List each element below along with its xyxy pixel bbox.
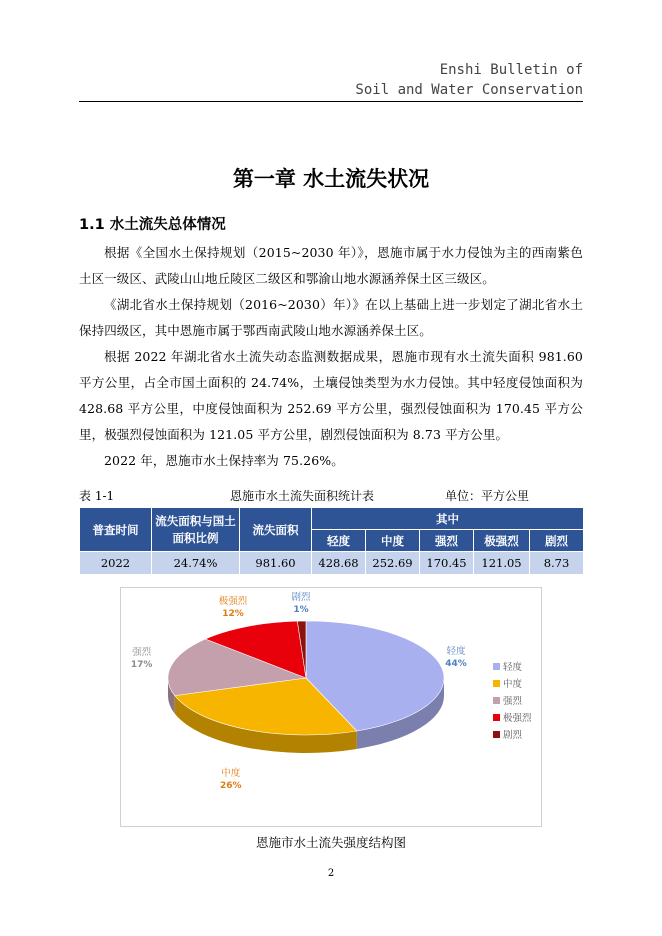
body-text xyxy=(79,240,583,474)
header-line-1: Enshi Bulletin of xyxy=(439,62,583,78)
legend-swatch-0 xyxy=(493,663,500,670)
running-header xyxy=(355,60,583,100)
legend-swatch-4 xyxy=(493,731,500,738)
table-row xyxy=(80,552,584,575)
cell-intense: 170.45 xyxy=(420,552,474,575)
pie-label-1: 中度 xyxy=(221,768,241,780)
pie-percent-1: 26% xyxy=(220,781,242,792)
figure-caption: 恩施市水土流失强度结构图 xyxy=(255,835,406,850)
legend-label-1: 中度 xyxy=(503,679,523,690)
header-very-intense: 极强烈 xyxy=(474,530,530,552)
table-caption xyxy=(79,487,583,505)
paragraph-3: 根据 2022 年湖北省水土流失动态监测数据成果，恩施市现有水土流失面积 981.60 平方公里，占全市国土面积的 24.74%，土壤侵蚀类型为水力侵蚀。其中轻度侵蚀面积为 428.68 平方公里，中度侵蚀面积为 252.69 平方公里，强烈侵蚀面积为 170.45 平方公里，极强烈侵蚀面积为 121.05 平方公里，剧烈侵蚀面积为 8.73 平方公里。 xyxy=(79,349,583,442)
header-ratio: 流失面积与国土面积比例 xyxy=(152,508,240,552)
pie-label-3: 极强烈 xyxy=(218,596,248,607)
cell-year: 2022 xyxy=(80,552,152,575)
header-line-2: Soil and Water Conservation xyxy=(355,82,583,98)
header-year: 普查时间 xyxy=(80,508,152,552)
paragraph-4: 2022 年，恩施市水土保持率为 75.26%。 xyxy=(104,453,344,468)
pie-label-4: 剧烈 xyxy=(291,592,311,603)
table-title: 恩施市水土流失面积统计表 xyxy=(230,489,375,503)
cell-very-intense: 121.05 xyxy=(474,552,530,575)
pie-percent-3: 12% xyxy=(222,609,244,619)
table-label: 表 1-1 xyxy=(79,489,115,503)
header-light: 轻度 xyxy=(312,530,366,552)
legend-label-4: 剧烈 xyxy=(503,730,523,741)
header-intense: 强烈 xyxy=(420,530,474,552)
legend-swatch-1 xyxy=(493,680,500,687)
stats-table xyxy=(79,507,584,575)
pie-label-2: 强烈 xyxy=(132,646,152,658)
paragraph-1: 根据《全国水土保持规划（2015~2030 年）》，恩施市属于水力侵蚀为主的西南紫色土区一级区、武陵山山地丘陵区二级区和鄂渝山地水源涵养保土区三级区。 xyxy=(79,245,583,286)
cell-moderate: 252.69 xyxy=(366,552,420,575)
cell-light: 428.68 xyxy=(312,552,366,575)
section-title: 1.1 水土流失总体情况 xyxy=(79,217,226,233)
pie-chart-svg xyxy=(121,588,541,826)
header-area: 流失面积 xyxy=(240,508,312,552)
pie-label-0: 轻度 xyxy=(446,646,466,657)
table-unit: 单位：平方公里 xyxy=(445,489,530,503)
legend-label-0: 轻度 xyxy=(503,662,523,673)
legend-label-3: 极强烈 xyxy=(503,713,532,724)
paragraph-2: 《湖北省水土保持规划（2016~2030）年）》在以上基础上进一步划定了湖北省水土保持四级区，其中恩施市属于鄂西南武陵山地水源涵养保土区。 xyxy=(79,297,583,338)
header-moderate: 中度 xyxy=(366,530,420,552)
pie-percent-2: 17% xyxy=(130,659,153,670)
pie-percent-0: 44% xyxy=(445,659,467,669)
pie-chart xyxy=(120,587,542,827)
legend-label-2: 强烈 xyxy=(503,696,523,707)
cell-ratio: 24.74% xyxy=(152,552,240,575)
header-divider xyxy=(79,101,583,102)
cell-severe: 8.73 xyxy=(530,552,584,575)
cell-area: 981.60 xyxy=(240,552,312,575)
pie-percent-4: 1% xyxy=(293,605,309,615)
page-number: 2 xyxy=(327,868,335,879)
header-severe: 剧烈 xyxy=(530,530,584,552)
chapter-title: 第一章 水土流失状况 xyxy=(232,167,430,191)
header-group: 其中 xyxy=(312,508,584,530)
legend-swatch-2 xyxy=(493,697,500,704)
legend-swatch-3 xyxy=(493,714,500,721)
